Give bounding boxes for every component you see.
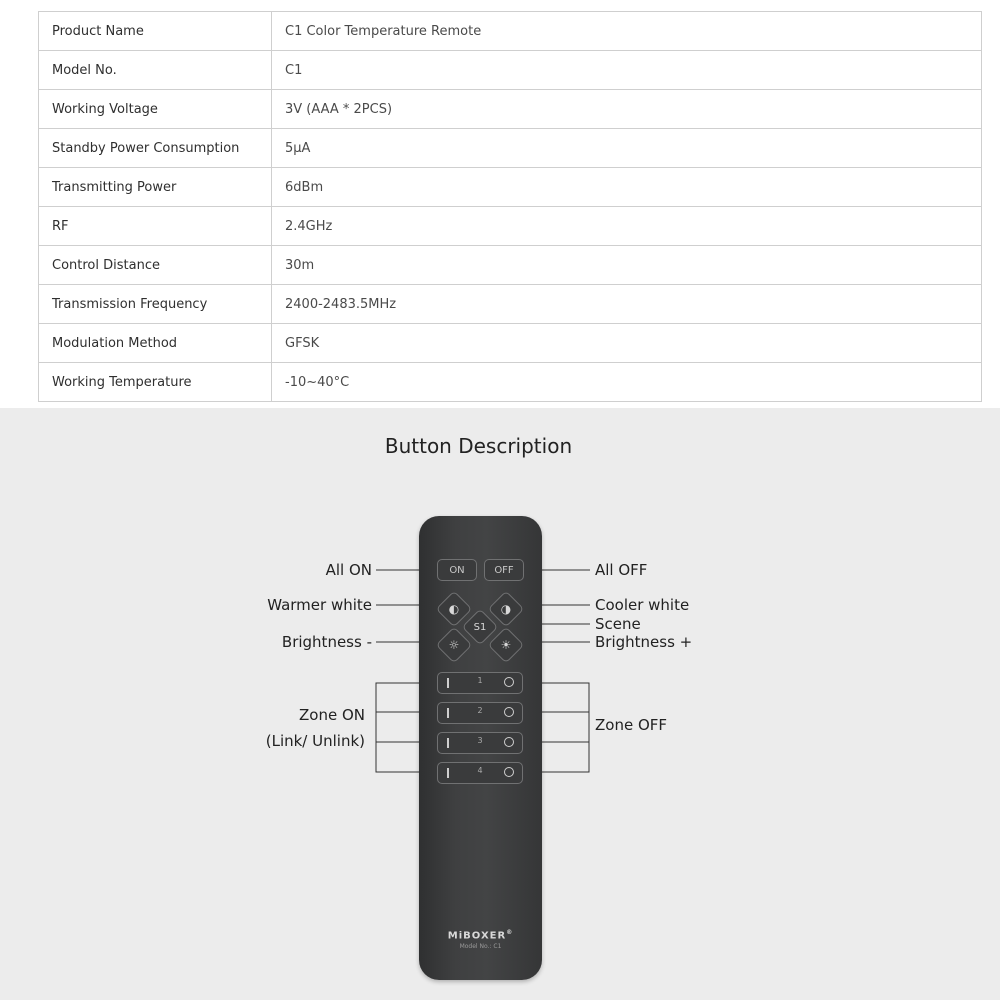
zone-4-buttons[interactable] <box>437 762 523 784</box>
power-off-icon <box>504 737 514 747</box>
spec-value: 5μA <box>272 129 982 168</box>
zone-number: 4 <box>477 766 483 775</box>
spec-value: 6dBm <box>272 168 982 207</box>
brand-logo <box>419 929 542 941</box>
sun-small-icon: ☼ <box>448 638 460 652</box>
scene-label: S1 <box>473 621 487 633</box>
table-row <box>39 324 982 363</box>
table-row <box>39 51 982 90</box>
zone-number: 3 <box>477 736 483 745</box>
zone-3-buttons[interactable] <box>437 732 523 754</box>
table-row <box>39 90 982 129</box>
spec-label: Modulation Method <box>39 324 272 363</box>
spec-label: RF <box>39 207 272 246</box>
table-row <box>39 12 982 51</box>
warm-moon-icon: ◐ <box>448 602 460 616</box>
spec-label: Standby Power Consumption <box>39 129 272 168</box>
zone-number: 1 <box>477 676 483 685</box>
spec-label: Working Voltage <box>39 90 272 129</box>
spec-label: Product Name <box>39 12 272 51</box>
callout-brightness-minus: Brightness - <box>281 633 372 651</box>
spec-value: C1 <box>272 51 982 90</box>
table-row <box>39 246 982 285</box>
zone-number: 2 <box>477 706 483 715</box>
callout-zone-on: Zone ON <box>299 706 365 724</box>
power-off-icon <box>504 677 514 687</box>
power-off-icon <box>504 707 514 717</box>
section-title: Button Description <box>384 434 573 458</box>
spec-value: GFSK <box>272 324 982 363</box>
off-button[interactable]: OFF <box>484 559 524 581</box>
spec-value: 2.4GHz <box>272 207 982 246</box>
spec-label: Control Distance <box>39 246 272 285</box>
callout-warmer-white: Warmer white <box>267 596 372 614</box>
spec-value: 3V (AAA * 2PCS) <box>272 90 982 129</box>
button-description-section <box>0 408 1000 1000</box>
callout-cooler-white: Cooler white <box>595 596 690 614</box>
table-row <box>39 285 982 324</box>
remote-control <box>419 516 542 980</box>
table-row <box>39 363 982 402</box>
callout-link-unlink: (Link/ Unlink) <box>265 732 365 750</box>
callout-brightness-plus: Brightness + <box>595 633 693 651</box>
table-row <box>39 129 982 168</box>
brand-name: MiBOXER <box>447 930 507 942</box>
registered-mark: ® <box>506 929 514 936</box>
zone-2-buttons[interactable] <box>437 702 523 724</box>
spec-value: 30m <box>272 246 982 285</box>
spec-label: Transmitting Power <box>39 168 272 207</box>
callout-all-on: All ON <box>325 561 372 579</box>
spec-label: Transmission Frequency <box>39 285 272 324</box>
power-off-icon <box>504 767 514 777</box>
spec-value: C1 Color Temperature Remote <box>272 12 982 51</box>
table-row <box>39 168 982 207</box>
spec-table <box>38 11 982 402</box>
on-button[interactable]: ON <box>437 559 477 581</box>
spec-value: -10~40°C <box>272 363 982 402</box>
table-row <box>39 207 982 246</box>
remote-model-text: Model No.: C1 <box>459 943 502 950</box>
cool-moon-icon: ◑ <box>500 602 512 616</box>
spec-value: 2400-2483.5MHz <box>272 285 982 324</box>
zone-1-buttons[interactable] <box>437 672 523 694</box>
callout-zone-off: Zone OFF <box>595 716 668 734</box>
callout-all-off: All OFF <box>595 561 648 579</box>
spec-label: Model No. <box>39 51 272 90</box>
callout-scene: Scene <box>595 615 641 633</box>
sun-large-icon: ☀ <box>500 638 512 652</box>
spec-label: Working Temperature <box>39 363 272 402</box>
